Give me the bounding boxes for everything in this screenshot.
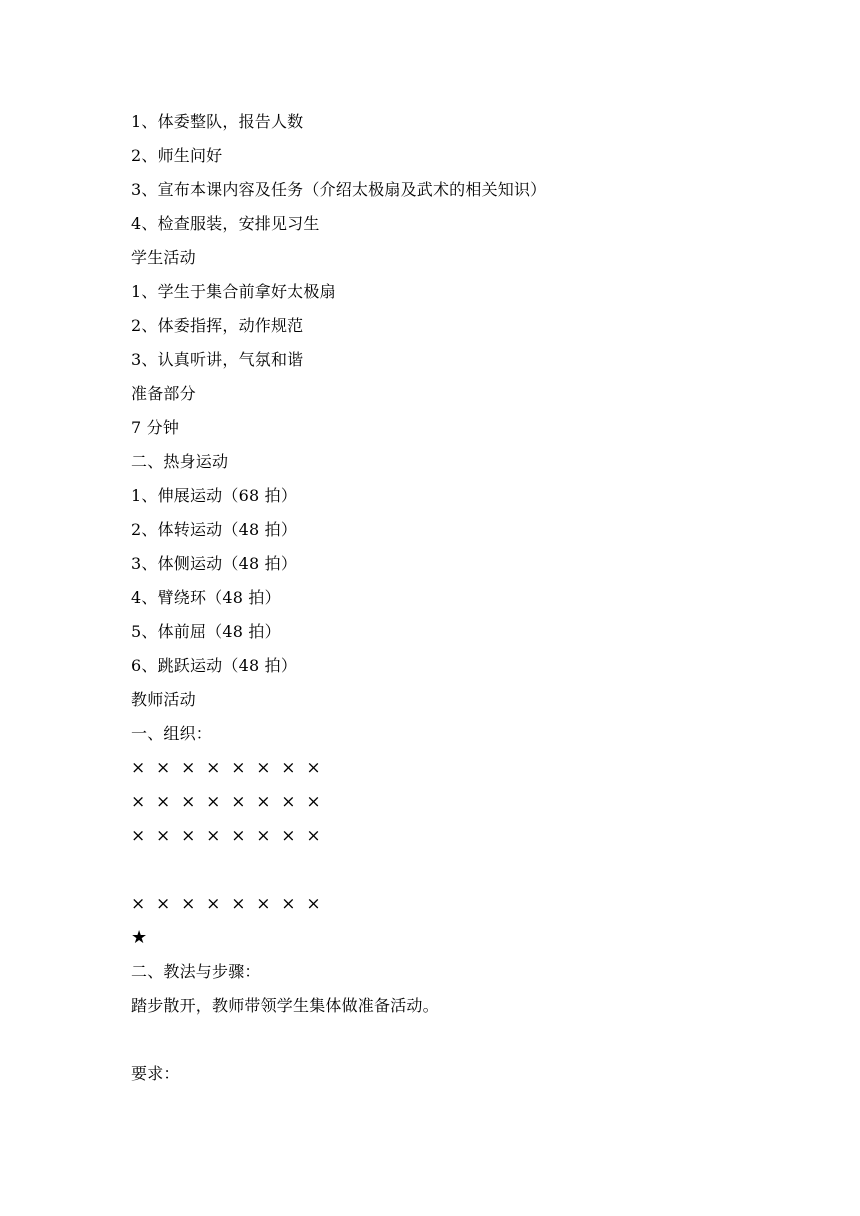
- text-line: 4、臂绕环（48 拍）: [131, 588, 281, 607]
- text-line: 3、体侧运动（48 拍）: [131, 554, 298, 573]
- section-heading: 学生活动: [131, 248, 196, 267]
- blank-line: [131, 1026, 811, 1060]
- teacher-star-icon: ★: [131, 927, 148, 948]
- text-line: 4、检查服装，安排见习生: [131, 214, 320, 233]
- text-line: 踏步散开，教师带领学生集体做准备活动。: [131, 996, 439, 1015]
- text-line: 1、伸展运动（68 拍）: [131, 486, 298, 505]
- section-heading: 二、热身运动: [131, 452, 229, 471]
- text-line: 3、宣布本课内容及任务（介绍太极扇及武术的相关知识）: [131, 180, 547, 199]
- text-line: 3、认真听讲，气氛和谐: [131, 350, 304, 369]
- formation-row: × × × × × × × ×: [131, 826, 321, 846]
- text-line: 二、教法与步骤：: [131, 962, 261, 981]
- text-line: 2、体委指挥，动作规范: [131, 316, 304, 335]
- text-line: 6、跳跃运动（48 拍）: [131, 656, 298, 675]
- document-body: [131, 108, 811, 1094]
- formation-row: × × × × × × × ×: [131, 758, 321, 778]
- text-line: 一、组织：: [131, 724, 213, 743]
- text-line: 5、体前屈（48 拍）: [131, 622, 281, 641]
- formation-row: × × × × × × × ×: [131, 894, 321, 914]
- duration-text: 7 分钟: [131, 418, 180, 437]
- formation-row: × × × × × × × ×: [131, 792, 321, 812]
- text-line: 2、师生问好: [131, 146, 223, 165]
- section-heading: 教师活动: [131, 690, 196, 709]
- text-line: 2、体转运动（48 拍）: [131, 520, 298, 539]
- text-line: 1、学生于集合前拿好太极扇: [131, 282, 336, 301]
- text-line: 1、体委整队，报告人数: [131, 112, 304, 131]
- blank-line: [131, 856, 811, 890]
- section-heading: 准备部分: [131, 384, 196, 403]
- text-line: 要求：: [131, 1064, 180, 1083]
